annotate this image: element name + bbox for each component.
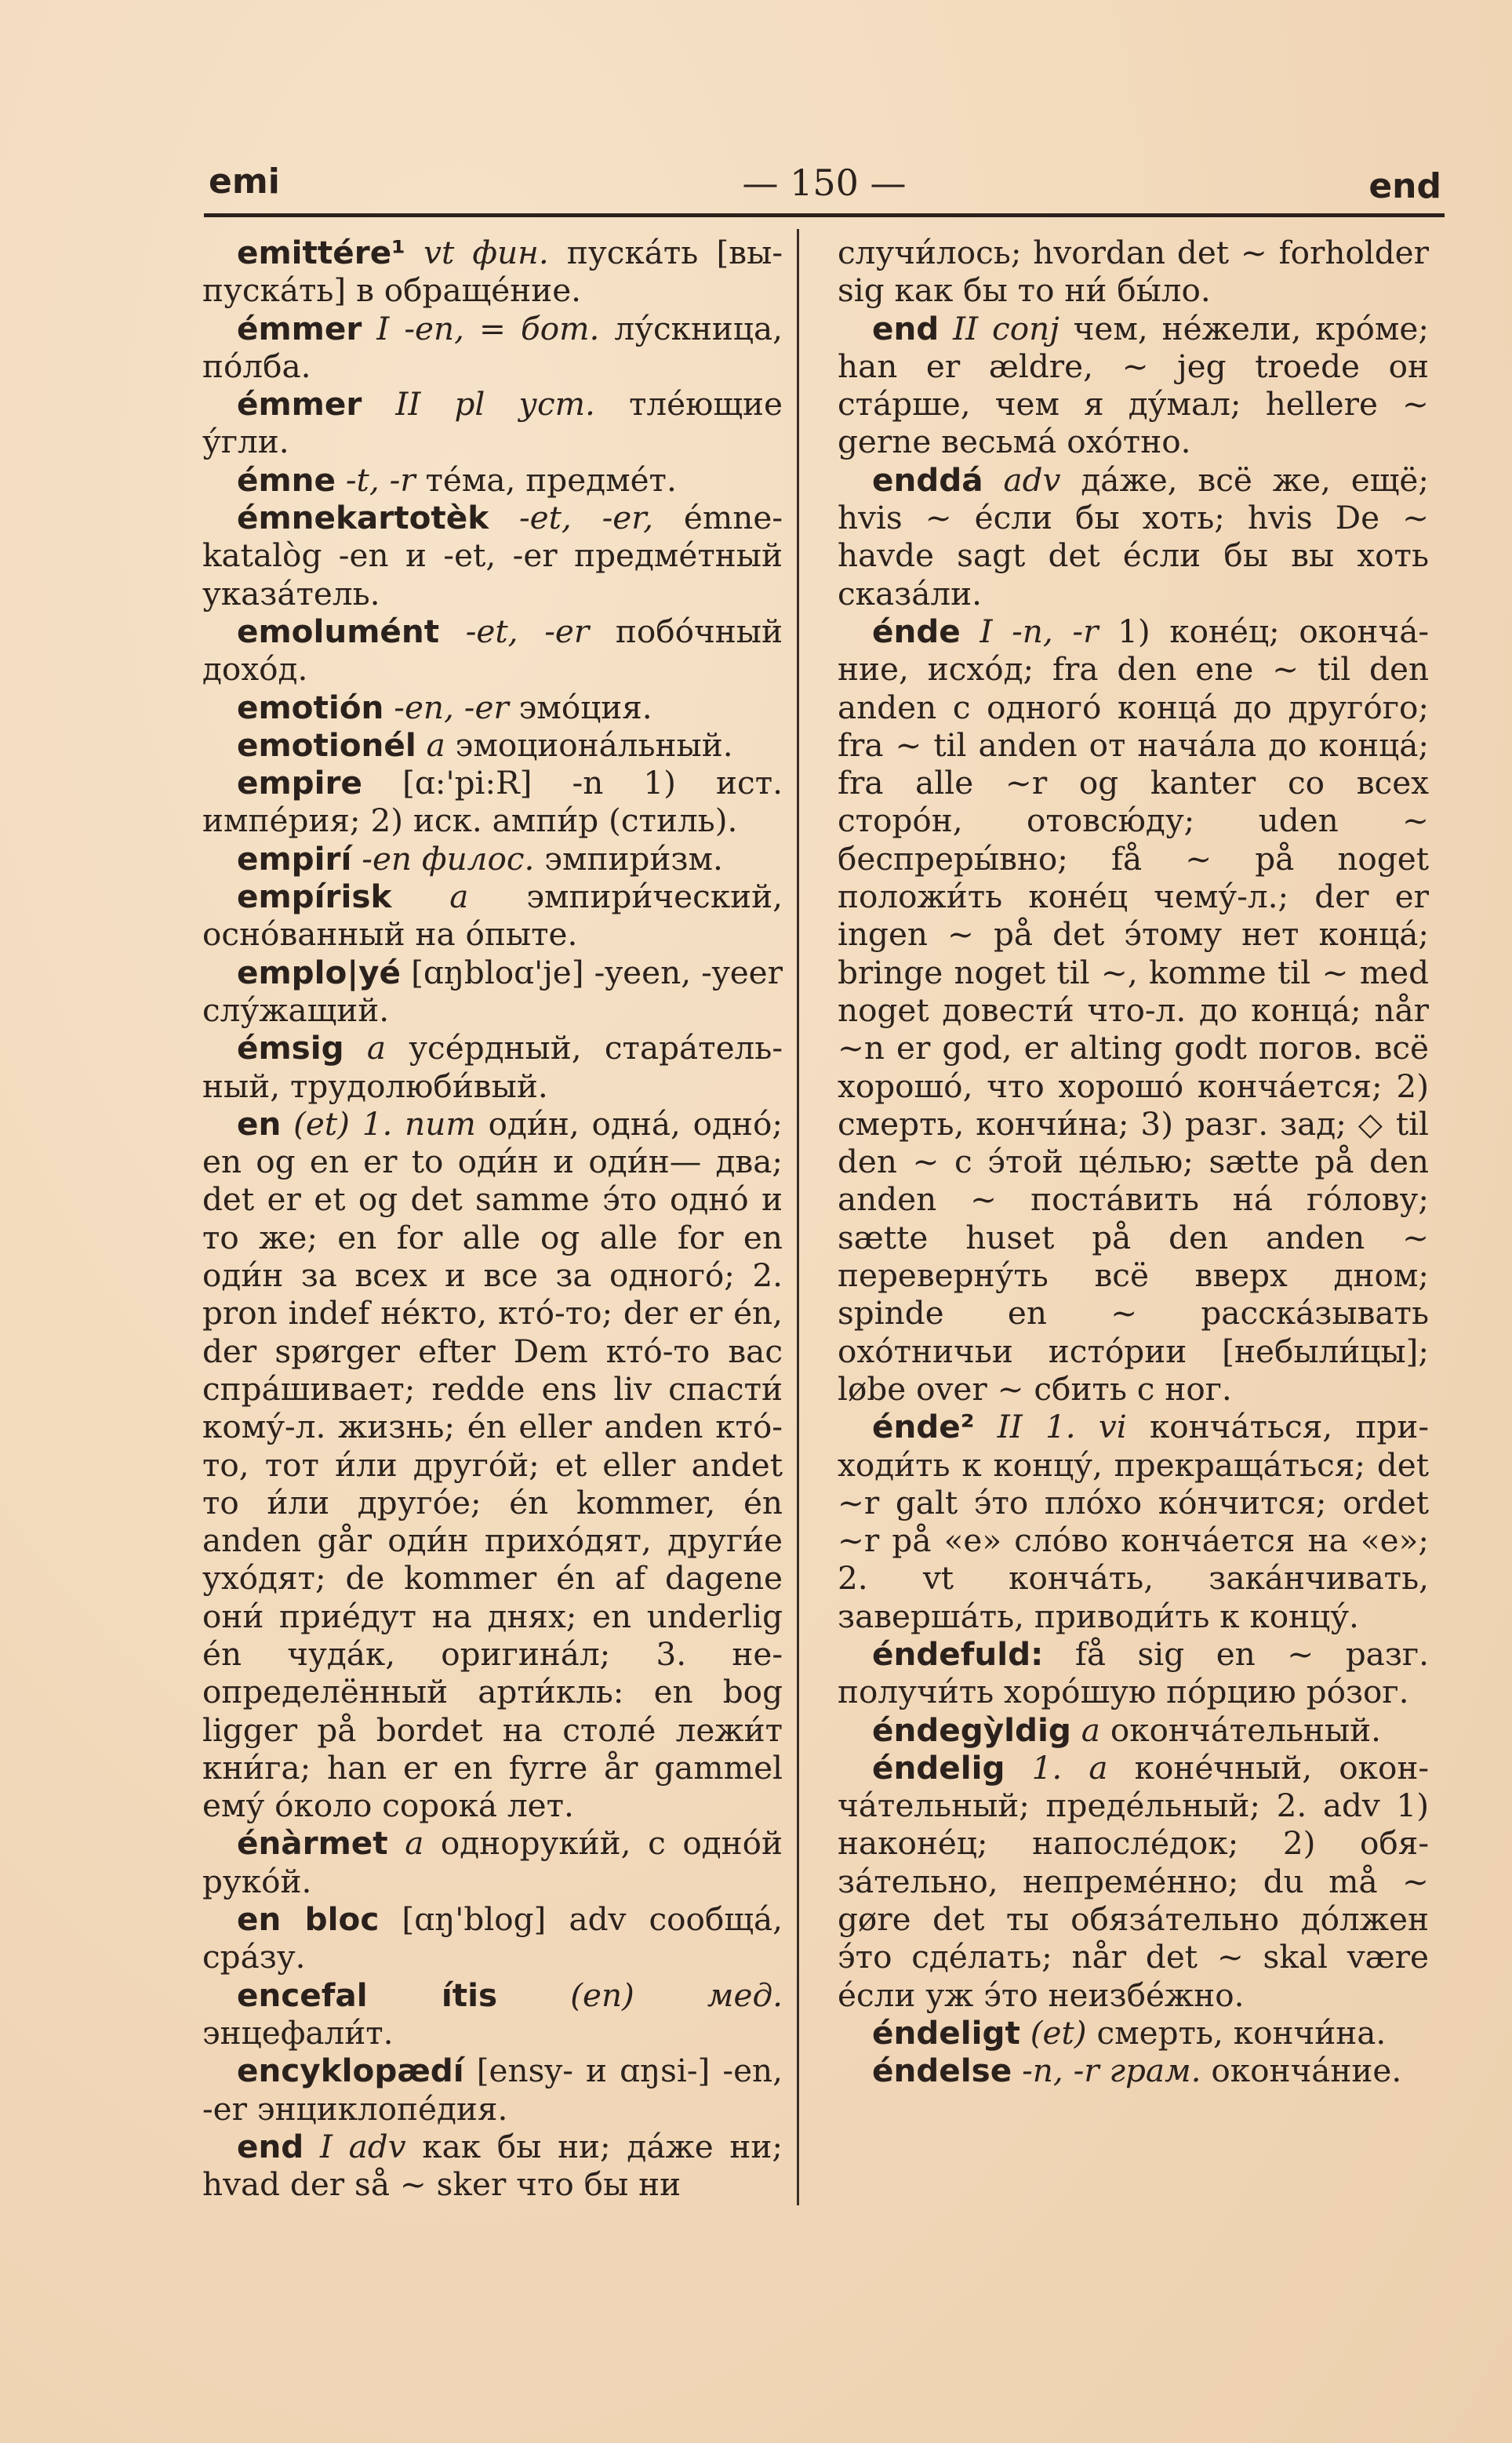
entry-definition: эмо́ция. [518, 688, 652, 726]
header-rule [204, 213, 1445, 217]
left-column [202, 234, 783, 2203]
dictionary-entry [202, 613, 783, 689]
entry-definition: побо́чный дохо́д. [202, 612, 783, 689]
entry-definition: оди́н, одна́, одно́; en og en er to оди́н и оди́н— два; det er et og det samme э́то одно́ и то же; en for alle og alle for en оди́н за всех и все за одного́; 2. pron indef не́кто, кто́-то; der er én, der spørger efter Dem кто́-то вас спра́шивает; redde ens liv спасти́ кому́-л. жизнь; én eller anden кто́-то, тот и́ли друго́й; et eller andet то и́ли друго́е; én kommer, én anden går оди́н прихо́дят, други́е ухо́дят; de kommer én af dagene они́ прие́дут на днях; en underlig én чуда́к, оригина́л; 3. неопределённый арти́кль: en bog ligger på bordet на столе́ лежи́т кни́га; han er en fyrre år gammel ему́ о́коло сорока́ лет. [202, 1104, 783, 1825]
dictionary-entry [202, 1105, 783, 1825]
entry-definition: оконча́тельный. [1110, 1710, 1382, 1749]
entry-definition: эмпири́зм. [544, 839, 723, 878]
entry-headword: emplo|yé [237, 953, 402, 991]
dictionary-entry [202, 310, 783, 386]
entry-definition: усе́рдный, стара́тельный, трудолюби́вый. [202, 1029, 783, 1105]
entry-grammar: 1. a [1031, 1748, 1108, 1787]
dictionary-entry [838, 1408, 1429, 1635]
entry-grammar: a [1081, 1710, 1100, 1749]
entry-definition: коне́чный, оконча́тельный; преде́льный; 2. adv 1) наконе́ц; напосле́док; 2) обяза́тельно, непреме́нно; du må ~ gøre det ты обяза́тельно до́лжен э́то сде́лать; når det ~ skal være е́сли уж э́то неизбе́жно. [838, 1748, 1430, 2014]
entry-grammar: I -en, = бот. [376, 309, 600, 347]
entry-headword: emotionél [237, 725, 416, 764]
right-column [838, 234, 1429, 2090]
header-right-headword: end [1368, 166, 1441, 206]
entry-grammar: -en, -er [394, 688, 509, 726]
entry-grammar: I -n, -r [980, 612, 1099, 650]
dictionary-entry [838, 2052, 1429, 2089]
entry-definition: как бы ни; да́же ни; hvad der så ~ sker что бы ни [202, 2127, 783, 2204]
entry-headword: éndefuld: [872, 1634, 1044, 1673]
entry-headword: émmer [237, 309, 362, 347]
entry-grammar: II pl уст. [395, 385, 595, 424]
dictionary-entry-continuation [838, 234, 1429, 310]
entry-definition: одноруки́й, с одно́й руко́й. [202, 1824, 783, 1900]
dictionary-entry [838, 2014, 1429, 2052]
entry-grammar: a [449, 878, 469, 916]
dictionary-entry [202, 499, 783, 613]
entry-grammar: -n, -r грам. [1022, 2052, 1201, 2090]
dictionary-entry [838, 310, 1429, 461]
entry-headword: émmer [237, 385, 362, 424]
entry-headword: éndegỳldig [872, 1710, 1071, 1749]
dictionary-entry [838, 1635, 1429, 1711]
entry-grammar: (en) мед. [570, 1976, 783, 2014]
entry-headword: enddá [872, 460, 983, 499]
entry-headword: end [872, 309, 940, 347]
entry-definition: эмпири́ческий, осно́ванный на о́пыте. [202, 878, 783, 954]
entry-definition: få sig en ~ разг. получи́ть хоро́шую по́рцию ро́зог. [838, 1634, 1429, 1711]
column-separator [797, 229, 799, 2205]
entry-grammar: II 1. vi [997, 1408, 1127, 1446]
entry-headword: empire [237, 764, 362, 802]
entry-definition: те́ма, предме́т. [425, 460, 677, 499]
dictionary-entry [838, 1749, 1429, 2014]
entry-headword: énde² [872, 1408, 975, 1446]
entry-definition: случи́лось; hvordan det ~ forholder sig как бы то ни́ бы́ло. [838, 234, 1429, 310]
entry-definition: [ɑŋbloɑ'je] -yeen, -yeer слу́жащий. [202, 953, 783, 1029]
entry-grammar: a [366, 1029, 387, 1067]
dictionary-entry [202, 726, 783, 764]
entry-headword: en [237, 1104, 282, 1143]
entry-headword: éndelig [872, 1748, 1005, 1787]
entry-definition: [ensy- и ɑŋsi-] -en, -er энциклопе́дия. [202, 2052, 783, 2128]
entry-grammar: -t, -r [345, 460, 416, 499]
entry-headword: émnekartotèk [237, 499, 489, 537]
entry-definition: лу́скница, по́лба. [202, 309, 783, 385]
dictionary-entry [202, 764, 783, 840]
dictionary-entry [202, 689, 783, 726]
dictionary-entry [202, 1900, 783, 1976]
entry-grammar: -et, -er, [518, 499, 654, 537]
dictionary-entry [202, 2128, 783, 2204]
entry-definition: эмоциона́льный. [455, 725, 733, 764]
entry-definition: пуска́ть [выпуска́ть] в обраще́ние. [202, 234, 783, 310]
entry-definition: энцефали́т. [202, 2013, 394, 2052]
dictionary-entry [202, 385, 783, 461]
entry-headword: éndeligt [872, 2013, 1020, 2052]
entry-grammar: -et, -er [465, 612, 590, 650]
dictionary-entry [838, 461, 1429, 613]
entry-headword: éndelse [872, 2052, 1012, 2090]
entry-grammar: -en филос. [362, 839, 535, 878]
entry-headword: emolumént [237, 612, 440, 650]
entry-grammar: (et) 1. num [293, 1104, 476, 1143]
entry-headword: encefal ítis [237, 1976, 498, 2014]
entry-definition: [ɑŋ'blog] adv сообща́, сра́зу. [202, 1900, 783, 1976]
entry-definition: смерть, кончи́на. [1096, 2013, 1387, 2052]
entry-headword: emotión [237, 688, 384, 726]
entry-definition: [ɑ:'pi:R] -n 1) ист. импе́рия; 2) иск. ампи́р (стиль). [202, 764, 783, 840]
entry-definition: чем, не́жели, кро́ме; han er ældre, ~ jeg troede он ста́рше, чем я ду́мал; hellere ~ gerne весьма́ охо́тно. [838, 309, 1430, 461]
entry-grammar: vt фин. [423, 234, 549, 271]
entry-headword: end [237, 2127, 304, 2165]
entry-headword: en bloc [237, 1900, 380, 1939]
entry-definition: émnekatalòg -en и -et, -er предме́тный указа́тель. [202, 499, 783, 613]
entry-definition: да́же, всё же, ещё; hvis ~ е́сли бы хоть; hvis De ~ havde sagt det е́сли бы вы хоть сказа́ли. [838, 460, 1429, 613]
entry-definition: 1) коне́ц; оконча́ние, исхо́д; fra den ene ~ til den anden с одного́ конца́ до друго́го; fra ~ til anden от нача́ла до конца́; fra alle ~r og kanter со всех сторо́н, отовсю́ду; uden ~ беспреры́вно; få ~ på noget положи́ть коне́ц чему́-л.; der er ingen ~ på det э́тому нет конца́; bringe noget til ~, komme til ~ med noget довести́ что-л. до конца́; når ~n er god, er alting godt погов. всё хорошо́, что хорошо́ конча́ется; 2) смерть, кончи́на; 3) разг. зад; ◇ til den ~ с э́той це́лью; sætte på den anden ~ поста́вить на́ го́лову; sætte huset på den anden ~ переверну́ть всё вверх дном; spinde en ~ расска́зывать охо́тничьи исто́рии [небыли́цы]; løbe over ~ сбить с ног. [838, 612, 1430, 1408]
dictionary-entry [202, 878, 783, 954]
entry-grammar: a [405, 1824, 424, 1863]
entry-headword: énàrmet [237, 1824, 388, 1863]
dictionary-entry [202, 1029, 783, 1105]
entry-headword: empirí [237, 839, 352, 878]
entry-grammar: (et) [1030, 2013, 1087, 2052]
page-header [204, 162, 1445, 216]
entry-headword: emittére¹ [237, 234, 405, 271]
entry-headword: émsig [237, 1029, 344, 1067]
entry-headword: énde [872, 612, 961, 650]
entry-definition: конча́ться, приходи́ть к концу́, прекраща́ться; det ~r galt э́то пло́хо ко́нчится; ordet ~r på «e» сло́во конча́ется на «е»; 2. vt конча́ть, зака́нчивать, заверша́ть, приводи́ть к концу́. [838, 1408, 1429, 1635]
entry-grammar: adv [1003, 460, 1061, 499]
entry-definition: тле́ющие у́гли. [202, 385, 783, 461]
dictionary-entry [838, 1711, 1429, 1749]
entry-headword: empírisk [237, 878, 392, 916]
header-left-headword: emi [209, 162, 280, 202]
page-number: — 150 — [742, 162, 907, 204]
dictionary-entry [202, 1824, 783, 1900]
dictionary-entry [202, 954, 783, 1030]
entry-grammar: II conj [953, 309, 1059, 347]
entry-headword: émne [237, 460, 336, 499]
entry-grammar: a [426, 725, 445, 764]
dictionary-entry [838, 613, 1429, 1408]
entry-grammar: I adv [319, 2127, 406, 2165]
entry-headword: encyklopædí [237, 2052, 464, 2090]
entry-definition: оконча́ние. [1211, 2052, 1402, 2090]
dictionary-entry [202, 461, 783, 499]
dictionary-entry [202, 234, 783, 310]
dictionary-entry [202, 2052, 783, 2128]
dictionary-entry [202, 1976, 783, 2052]
dictionary-entry [202, 840, 783, 878]
